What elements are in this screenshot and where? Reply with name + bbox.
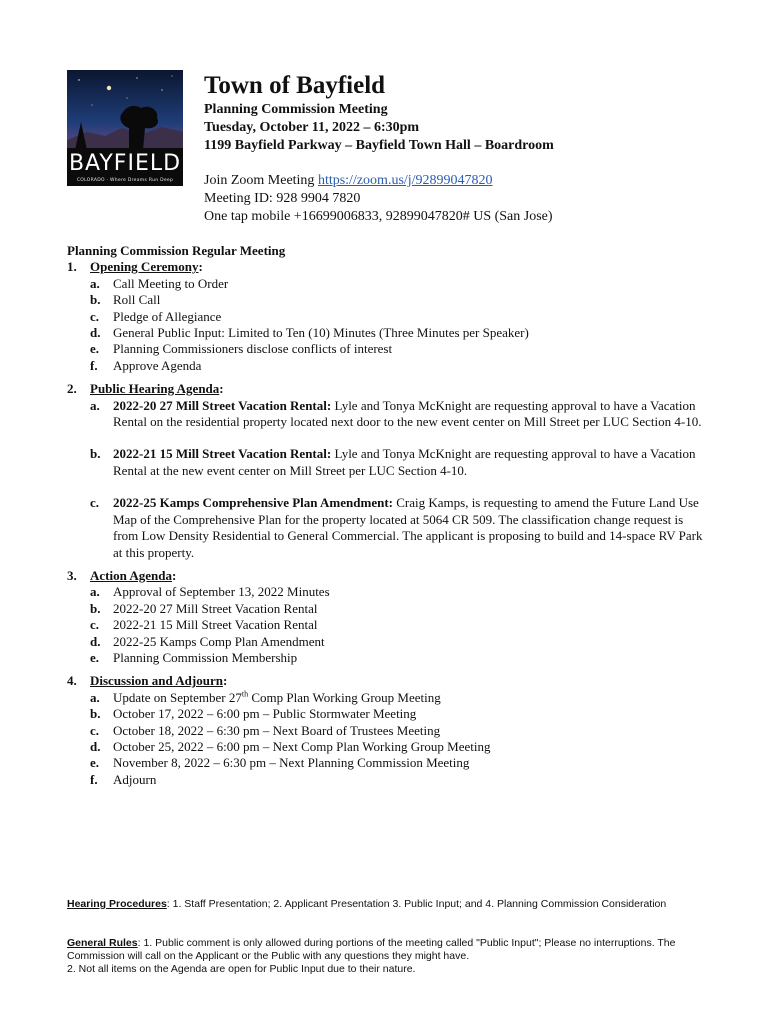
item-letter: d. bbox=[90, 633, 101, 649]
hearing-procedures-label: Hearing Procedures bbox=[67, 898, 167, 910]
page-title: Town of Bayfield bbox=[204, 72, 386, 99]
item-letter: d. bbox=[90, 738, 101, 754]
item-text: October 25, 2022 – 6:00 pm – Next Comp Plan Working Group Meeting bbox=[113, 738, 491, 754]
item-letter: b. bbox=[90, 446, 101, 462]
agenda-item bbox=[67, 755, 707, 771]
section-discussion-and-adjourn bbox=[67, 673, 707, 788]
section-items bbox=[67, 690, 707, 788]
item-letter: b. bbox=[90, 292, 101, 308]
section-heading: 1. Opening Ceremony: bbox=[67, 259, 203, 275]
logo-wordmark: BAYFIELD bbox=[68, 151, 182, 176]
item-text: 2022-21 15 Mill Street Vacation Rental bbox=[113, 617, 318, 633]
agenda-item bbox=[67, 739, 707, 755]
item-text: Call Meeting to Order bbox=[113, 275, 229, 291]
item-text: November 8, 2022 – 6:30 pm – Next Planning Commission Meeting bbox=[113, 755, 470, 771]
item-letter: e. bbox=[90, 649, 100, 665]
item-text: 2022-20 27 Mill Street Vacation Rental bbox=[113, 600, 318, 616]
section-title: Opening Ceremony bbox=[90, 259, 199, 275]
general-rules-text-2: 2. Not all items on the Agenda are open for Public Input due to their nature. bbox=[67, 963, 416, 976]
section-opening-ceremony bbox=[67, 259, 707, 374]
item-letter: a. bbox=[90, 275, 100, 291]
item-case-title: 2022-25 Kamps Comprehensive Plan Amendment: bbox=[113, 495, 393, 511]
item-case-title: 2022-20 27 Mill Street Vacation Rental: bbox=[113, 397, 332, 413]
item-text: Lyle and Tonya McKnight are requesting approval to have a Vacation Rental on the residential property located next door to the new event center on Mill Street per LUC Section 4-10. bbox=[113, 397, 702, 430]
section-number: 4. bbox=[67, 673, 77, 689]
agenda-item bbox=[67, 341, 707, 357]
zoom-meeting-link[interactable]: https://zoom.us/j/92899047820 bbox=[317, 173, 493, 188]
agenda bbox=[67, 243, 707, 788]
agenda-item bbox=[67, 601, 707, 617]
zoom-meeting-id: Meeting ID: 928 9904 7820 bbox=[204, 191, 361, 206]
agenda-item bbox=[67, 617, 707, 633]
item-text: Comp Plan Working Group Meeting bbox=[248, 689, 441, 705]
item-text: Approve Agenda bbox=[113, 357, 202, 373]
section-heading: 4. Discussion and Adjourn: bbox=[67, 673, 228, 689]
meeting-name: Planning Commission Meeting bbox=[204, 102, 388, 117]
item-text: Adjourn bbox=[113, 771, 157, 787]
item-text: Planning Commissioners disclose conflicts of interest bbox=[113, 341, 393, 357]
item-text: 2022-25 Kamps Comp Plan Amendment bbox=[113, 633, 325, 649]
item-letter: b. bbox=[90, 600, 101, 616]
item-letter: a. bbox=[90, 397, 100, 413]
item-text: Update on September 27 bbox=[113, 689, 242, 705]
agenda-item bbox=[67, 706, 707, 722]
item-letter: e. bbox=[90, 755, 100, 771]
agenda-item bbox=[67, 358, 707, 374]
item-text: General Public Input: Limited to Ten (10) Minutes (Three Minutes per Speaker) bbox=[113, 325, 529, 341]
moon-icon bbox=[107, 86, 111, 90]
item-text: Planning Commission Membership bbox=[113, 649, 298, 665]
item-text: Pledge of Allegiance bbox=[113, 308, 222, 324]
item-text: October 18, 2022 – 6:30 pm – Next Board of Trustees Meeting bbox=[113, 722, 441, 738]
meeting-location: 1199 Bayfield Parkway – Bayfield Town Hall – Boardroom bbox=[204, 138, 554, 153]
agenda-item bbox=[67, 309, 707, 325]
section-heading: 2. Public Hearing Agenda: bbox=[67, 381, 224, 397]
item-text: Lyle and Tonya McKnight are requesting approval to have a Vacation Rental at the new event center on Mill Street per LUC Section 4-10. bbox=[113, 446, 696, 478]
item-text: Craig Kamps, is requesting to amend the Future Land Use Map of the Comprehensive Plan for the property located at 5064 CR 509. The classification change request is from Low Density Residential to General Commercial. The applicant is proposing to build and 14-space RV Park at this property. bbox=[113, 495, 703, 560]
item-letter: e. bbox=[90, 341, 100, 357]
item-letter: f. bbox=[90, 357, 98, 373]
item-letter: a. bbox=[90, 584, 100, 600]
item-text: Roll Call bbox=[113, 292, 161, 308]
section-action-agenda bbox=[67, 568, 707, 666]
item-text: October 17, 2022 – 6:00 pm – Public Stormwater Meeting bbox=[113, 706, 417, 722]
item-letter: c. bbox=[90, 617, 100, 633]
general-rules bbox=[67, 937, 707, 977]
agenda-item bbox=[67, 276, 707, 292]
agenda-item bbox=[67, 446, 707, 479]
general-rules-text: : 1. Public comment is only allowed during portions of the meeting called "Public Input"; Please no interruptions. The Commission will call on the Applicant or the Public with any questions they might have. bbox=[67, 937, 676, 963]
agenda-item bbox=[67, 772, 707, 788]
agenda-item bbox=[67, 584, 707, 600]
section-title: Discussion and Adjourn bbox=[90, 673, 223, 689]
agenda-item bbox=[67, 723, 707, 739]
logo-tagline: COLORADO · Where Dreams Run Deep bbox=[76, 178, 174, 183]
general-rules-label: General Rules bbox=[67, 937, 138, 949]
section-number: 1. bbox=[67, 259, 77, 275]
item-letter: c. bbox=[90, 495, 100, 511]
zoom-one-tap: One tap mobile +16699006833, 92899047820# US (San Jose) bbox=[204, 209, 553, 224]
agenda-item bbox=[67, 634, 707, 650]
agenda-item bbox=[67, 398, 707, 431]
section-items bbox=[67, 398, 707, 561]
hearing-procedures bbox=[67, 898, 707, 911]
agenda-item bbox=[67, 650, 707, 666]
agenda-item bbox=[67, 292, 707, 308]
section-number: 2. bbox=[67, 381, 77, 397]
item-letter: c. bbox=[90, 308, 100, 324]
ordinal-suffix: th bbox=[241, 689, 249, 699]
section-items bbox=[67, 584, 707, 666]
section-public-hearing-agenda bbox=[67, 381, 707, 561]
item-text: Approval of September 13, 2022 Minutes bbox=[113, 584, 330, 600]
meeting-date-time: Tuesday, October 11, 2022 – 6:30pm bbox=[204, 120, 420, 135]
agenda-heading: Planning Commission Regular Meeting bbox=[67, 243, 286, 258]
zoom-join-label: Join Zoom Meeting bbox=[204, 173, 318, 188]
hearing-procedures-text: : 1. Staff Presentation; 2. Applicant Presentation 3. Public Input; and 4. Planning Commission Consideration bbox=[166, 898, 667, 910]
section-items bbox=[67, 276, 707, 374]
item-letter: b. bbox=[90, 706, 101, 722]
item-letter: a. bbox=[90, 689, 100, 705]
item-case-title: 2022-21 15 Mill Street Vacation Rental: bbox=[113, 446, 332, 462]
agenda-item bbox=[67, 495, 707, 561]
item-letter: c. bbox=[90, 722, 100, 738]
agenda-item bbox=[67, 325, 707, 341]
item-letter: f. bbox=[90, 771, 98, 787]
section-heading: 3. Action Agenda: bbox=[67, 567, 177, 583]
section-title: Action Agenda bbox=[90, 567, 172, 583]
agenda-item bbox=[67, 690, 707, 706]
bayfield-logo bbox=[67, 70, 183, 186]
section-title: Public Hearing Agenda bbox=[90, 381, 220, 397]
zoom-join-line bbox=[204, 172, 493, 189]
section-number: 3. bbox=[67, 567, 77, 583]
item-letter: d. bbox=[90, 325, 101, 341]
